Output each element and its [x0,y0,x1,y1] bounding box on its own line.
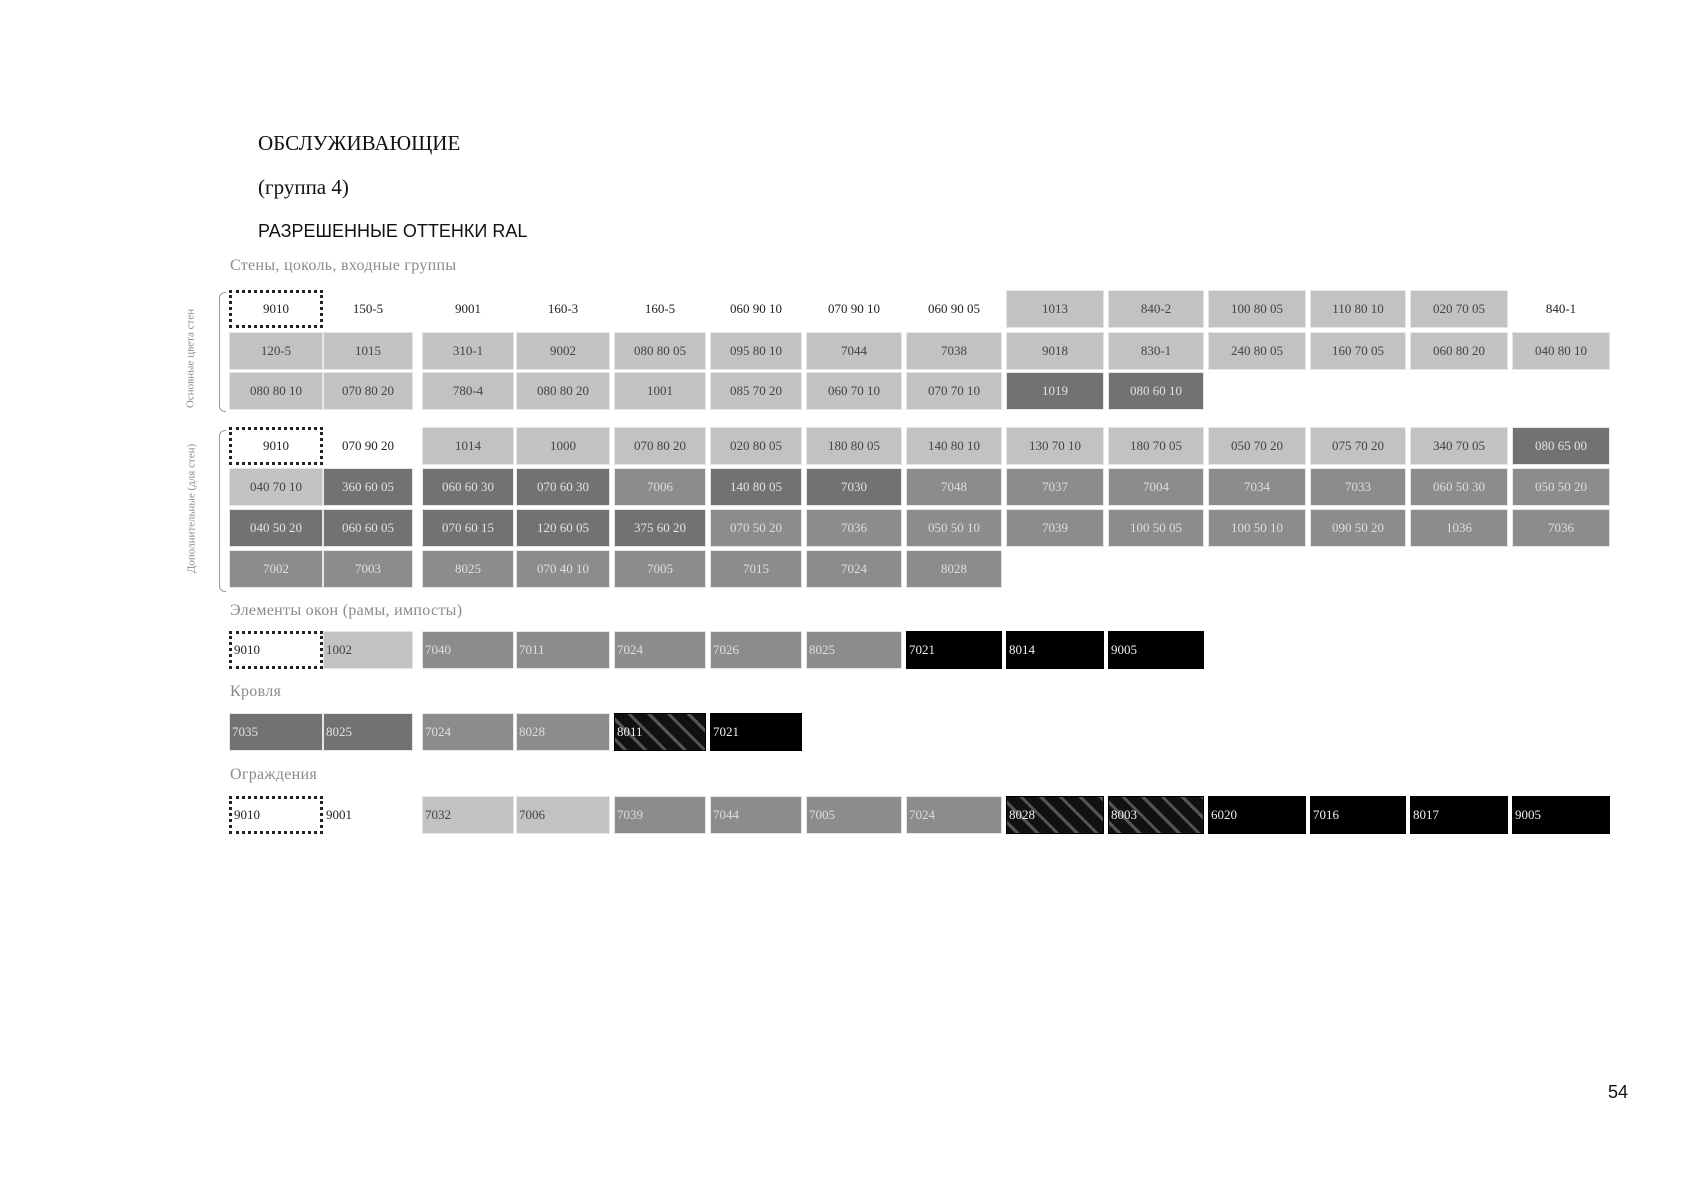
color-swatch: 180 70 05 [1108,427,1204,465]
color-swatch: 070 90 10 [806,290,902,328]
color-swatch: 110 80 10 [1310,290,1406,328]
color-swatch: 150-5 [323,290,413,328]
color-swatch: 040 70 10 [229,468,323,506]
color-swatch: 060 80 20 [1410,332,1508,370]
color-swatch: 7039 [614,796,706,834]
color-swatch: 7026 [710,631,802,669]
color-swatch: 060 90 05 [906,290,1002,328]
heading-ral-title: РАЗРЕШЕННЫЕ ОТТЕНКИ RAL [258,221,528,241]
walls-section-label: Стены, цоколь, входные группы [230,257,457,274]
color-swatch: 160-3 [516,290,610,328]
color-swatch: 6020 [1208,796,1306,834]
color-swatch: 130 70 10 [1006,427,1104,465]
color-swatch: 070 60 15 [422,509,514,547]
color-swatch: 1000 [516,427,610,465]
page-number: 54 [1608,1082,1629,1102]
color-swatch: 7034 [1208,468,1306,506]
color-swatch: 7048 [906,468,1002,506]
color-swatch: 050 70 20 [1208,427,1306,465]
color-swatch: 7044 [806,332,902,370]
color-swatch: 7044 [710,796,802,834]
color-swatch: 7032 [422,796,514,834]
windows-section-label: Элементы окон (рамы, импосты) [230,602,463,619]
color-swatch: 020 70 05 [1410,290,1508,328]
extra-colors-label: Дополнительные (для стен) [185,443,198,574]
color-swatch: 160-5 [614,290,706,328]
color-swatch: 070 80 20 [323,372,413,410]
color-swatch: 060 50 30 [1410,468,1508,506]
color-swatch: 050 50 10 [906,509,1002,547]
color-swatch: 8028 [906,550,1002,588]
color-swatch: 8025 [806,631,902,669]
color-swatch: 7021 [906,631,1002,669]
color-swatch: 120 60 05 [516,509,610,547]
main-colors-brace [219,292,226,412]
color-swatch: 070 90 20 [323,427,413,465]
color-swatch: 7005 [806,796,902,834]
color-swatch: 050 50 20 [1512,468,1610,506]
color-swatch: 9005 [1512,796,1610,834]
color-swatch: 070 40 10 [516,550,610,588]
heading-group-number: (группа 4) [258,175,349,199]
color-swatch: 9005 [1108,631,1204,669]
color-swatch: 840-1 [1512,290,1610,328]
color-swatch: 1015 [323,332,413,370]
color-swatch: 8025 [422,550,514,588]
color-swatch: 1014 [422,427,514,465]
color-swatch: 8014 [1006,631,1104,669]
heading-group-name: ОБСЛУЖИВАЮЩИЕ [258,131,461,155]
color-swatch: 7039 [1006,509,1104,547]
color-swatch: 020 80 05 [710,427,802,465]
color-swatch: 7024 [614,631,706,669]
color-swatch: 7024 [906,796,1002,834]
color-swatch: 160 70 05 [1310,332,1406,370]
color-swatch: 9010 [229,631,323,669]
color-swatch: 1013 [1006,290,1104,328]
color-swatch: 060 70 10 [806,372,902,410]
color-swatch: 070 60 30 [516,468,610,506]
color-swatch: 9010 [229,427,323,465]
color-swatch: 075 70 20 [1310,427,1406,465]
color-swatch: 7015 [710,550,802,588]
color-swatch: 9001 [422,290,514,328]
color-swatch: 375 60 20 [614,509,706,547]
color-swatch: 7021 [710,713,802,751]
color-swatch: 040 80 10 [1512,332,1610,370]
color-swatch: 830-1 [1108,332,1204,370]
color-swatch: 340 70 05 [1410,427,1508,465]
color-swatch: 7004 [1108,468,1204,506]
color-swatch: 140 80 05 [710,468,802,506]
color-swatch: 7036 [1512,509,1610,547]
color-swatch: 140 80 10 [906,427,1002,465]
color-swatch: 070 50 20 [710,509,802,547]
color-swatch: 1001 [614,372,706,410]
color-swatch: 070 70 10 [906,372,1002,410]
color-swatch: 360 60 05 [323,468,413,506]
color-swatch: 095 80 10 [710,332,802,370]
color-swatch: 9018 [1006,332,1104,370]
color-swatch: 080 80 10 [229,372,323,410]
color-swatch: 100 50 10 [1208,509,1306,547]
color-swatch: 7038 [906,332,1002,370]
color-swatch: 7040 [422,631,514,669]
color-swatch: 085 70 20 [710,372,802,410]
color-swatch: 060 90 10 [710,290,802,328]
color-swatch: 1002 [323,631,413,669]
color-swatch: 7003 [323,550,413,588]
color-swatch: 060 60 30 [422,468,514,506]
color-swatch: 080 65 00 [1512,427,1610,465]
color-swatch: 080 60 10 [1108,372,1204,410]
color-swatch: 1019 [1006,372,1104,410]
color-swatch: 9010 [229,796,323,834]
color-swatch: 080 80 20 [516,372,610,410]
color-swatch: 040 50 20 [229,509,323,547]
color-swatch: 080 80 05 [614,332,706,370]
color-swatch: 100 50 05 [1108,509,1204,547]
roof-section-label: Кровля [230,683,282,700]
extra-colors-brace [219,430,226,592]
color-swatch: 180 80 05 [806,427,902,465]
color-swatch: 840-2 [1108,290,1204,328]
color-swatch: 120-5 [229,332,323,370]
fences-section-label: Ограждения [230,766,317,783]
color-swatch: 9001 [323,796,413,834]
color-swatch: 240 80 05 [1208,332,1306,370]
color-swatch: 7024 [806,550,902,588]
color-swatch: 7005 [614,550,706,588]
color-swatch: 1036 [1410,509,1508,547]
color-swatch: 7030 [806,468,902,506]
color-swatch: 9002 [516,332,610,370]
color-swatch: 8028 [516,713,610,751]
color-swatch: 7011 [516,631,610,669]
color-swatch: 8025 [323,713,413,751]
color-swatch: 7006 [516,796,610,834]
color-swatch: 8003 [1108,796,1204,834]
color-swatch: 7006 [614,468,706,506]
main-colors-label: Основные цвета стен [184,308,197,409]
color-swatch: 7036 [806,509,902,547]
color-swatch: 7035 [229,713,323,751]
color-swatch: 8028 [1006,796,1104,834]
color-swatch: 8011 [614,713,706,751]
color-swatch: 100 80 05 [1208,290,1306,328]
color-swatch: 9010 [229,290,323,328]
color-swatch: 7016 [1310,796,1406,834]
color-swatch: 7037 [1006,468,1104,506]
color-swatch: 7033 [1310,468,1406,506]
color-swatch: 7002 [229,550,323,588]
color-swatch: 310-1 [422,332,514,370]
color-swatch: 8017 [1410,796,1508,834]
color-swatch: 090 50 20 [1310,509,1406,547]
color-swatch: 7024 [422,713,514,751]
color-swatch: 060 60 05 [323,509,413,547]
color-swatch: 780-4 [422,372,514,410]
color-swatch: 070 80 20 [614,427,706,465]
